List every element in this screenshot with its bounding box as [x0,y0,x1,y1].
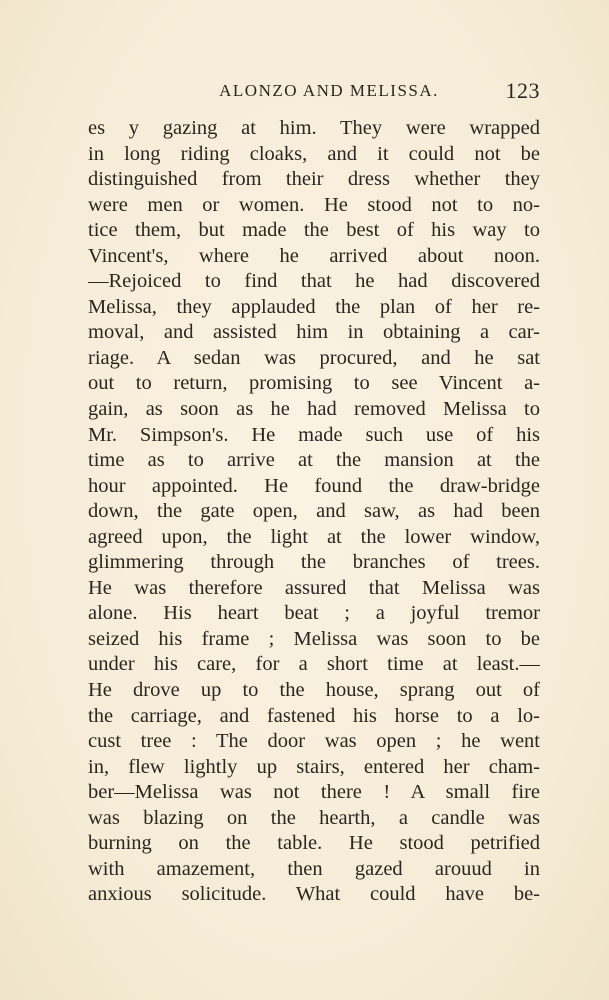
text-line: anxious solicitude. What could have be- [88,883,540,906]
text-line: Mr. Simpson's. He made such use of his [88,423,540,446]
text-line: the carriage, and fastened his horse to a lo- [88,704,540,727]
text-line: Melissa, they applauded the plan of her re- [88,295,540,318]
text-line: distinguished from their dress whether they [88,168,540,191]
text-line: in, flew lightly up stairs, entered her cham- [88,755,540,778]
text-line: down, the gate open, and saw, as had been [88,500,540,523]
text-line: were men or women. He stood not to no- [88,193,540,216]
text-line: time as to arrive at the mansion at the [88,449,540,472]
running-title: ALONZO AND MELISSA. [219,81,439,100]
body-text [88,116,540,908]
text-line: —Rejoiced to find that he had discovered [88,270,540,293]
text-line: cust tree : The door was open ; he went [88,730,540,753]
text-line: alone. His heart beat ; a joyful tremor [88,602,540,625]
text-line: agreed upon, the light at the lower window, [88,525,540,548]
text-line: gain, as soon as he had removed Melissa to [88,398,540,421]
page-number: 123 [505,78,540,103]
text-line: hour appointed. He found the draw-bridge [88,474,540,497]
text-line: in long riding cloaks, and it could not be [88,142,540,165]
text-line: glimmering through the branches of trees. [88,551,540,574]
text-line: tice them, but made the best of his way to [88,219,540,242]
text-line: moval, and assisted him in obtaining a car- [88,321,540,344]
text-line: es y gazing at him. They were wrapped [88,117,540,139]
text-line: out to return, promising to see Vincent a- [88,372,540,395]
text-line: He drove up to the house, sprang out of [88,679,540,702]
text-line: under his care, for a short time at least.— [88,653,540,676]
text-line: ber—Melissa was not there ! A small fire [88,781,540,804]
text-line: seized his frame ; Melissa was soon to be [88,627,540,650]
text-line: riage. A sedan was procured, and he sat [88,346,540,369]
text-line: burning on the table. He stood petrified [88,832,540,855]
text-line: was blazing on the hearth, a candle was [88,806,540,829]
text-line: He was therefore assured that Melissa was [88,576,540,599]
text-line: with amazement, then gazed arouud in [88,857,540,880]
text-line: Vincent's, where he arrived about noon. [88,244,540,267]
page-header [88,78,540,108]
